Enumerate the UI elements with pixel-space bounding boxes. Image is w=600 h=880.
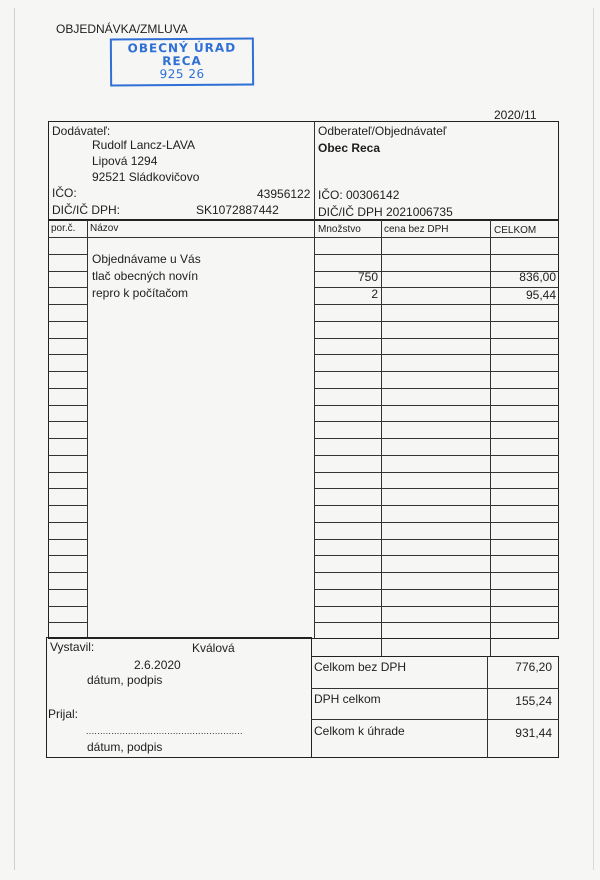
row-line-value-cols [314,405,559,406]
row-line-value-cols [314,388,559,389]
row-line-no-col [48,354,87,355]
row-line-no-col [48,338,87,339]
row-line-no-col [48,371,87,372]
row-line-no-col [48,455,87,456]
row-1-total: 836,00 [519,270,556,284]
row-line-no-col [48,522,87,523]
col-header-qty: Množstvo [318,224,361,235]
row-line-value-cols [314,338,559,339]
issued-box [46,637,312,758]
col-divider-name [314,220,315,639]
row-line-value-cols [314,522,559,523]
issued-date: 2.6.2020 [134,658,181,672]
row-line-no-col [48,488,87,489]
row-line-value-cols [314,438,559,439]
row-line-no-col [48,472,87,473]
col-header-price: cena bez DPH [384,224,449,235]
row-line-value-cols [314,472,559,473]
customer-name: Obec Reca [318,141,381,155]
row-1-qty: 750 [357,270,378,284]
row-line-no-col [48,622,87,623]
stamp-line-3: 925 26 [159,66,205,82]
row-line-no-col [48,555,87,556]
row-2-qty: 2 [371,287,378,301]
supplier-ico-label: IČO: [52,186,77,200]
supplier-name: Rudolf Lancz-LAVA [92,138,195,152]
row-line-value-cols [314,606,559,607]
supplier-ico: 43956122 [257,187,311,201]
supplier-city: 92521 Sládkovičovo [92,170,200,184]
supplier-dic: SK1072887442 [196,203,279,217]
supplier-label: Dodávateľ: [52,124,111,138]
row-line-value-cols [314,572,559,573]
supplier-dic-label: DIČ/IČ DPH: [52,203,121,217]
customer-dic: DIČ/IČ DPH 2021006735 [318,205,453,219]
row-line-no-col [48,539,87,540]
amount-due-label: Celkom k úhrade [314,724,405,738]
signature-dots: ........................................................ [86,726,243,736]
row-line-value-cols [314,354,559,355]
row-line-value-cols [314,555,559,556]
vat-total-label: DPH celkom [314,692,381,706]
vat-total: 155,24 [515,694,552,708]
totals-line-2 [311,719,559,720]
signature-label-2: dátum, podpis [87,740,163,754]
row-line-no-col [48,388,87,389]
row-line-no-col [48,505,87,506]
row-line-no-col [48,321,87,322]
stamp-line-1: OBECNÝ ÚRAD [127,40,237,56]
row-line-no-col [48,254,87,255]
customer-label: Odberateľ/Objednávateľ [318,124,447,138]
issued-by: Kválová [192,641,235,655]
total-without-vat-label: Celkom bez DPH [314,660,407,674]
row-line-no-col [48,606,87,607]
row-line-value-cols [314,488,559,489]
row-line-no-col [48,421,87,422]
parties-divider [314,121,315,220]
amount-due: 931,44 [515,726,552,740]
document-type: OBJEDNÁVKA/ZMLUVA [56,22,188,36]
row-line-no-col [48,589,87,590]
row-line-no-col [48,287,87,288]
received-label: Prijal: [48,707,79,721]
stamp-line-2: RECA [162,53,202,69]
totals-divider [487,656,488,758]
row-line-value-cols [314,539,559,540]
description-line-1: Objednávame u Vás [92,252,201,266]
row-line-value-cols [314,505,559,506]
row-line-value-cols [314,455,559,456]
row-line-no-col [48,271,87,272]
col-header-no: por.č. [51,223,76,234]
col-divider-no [87,220,88,639]
description-line-2: tlač obecných novín [92,269,199,283]
row-2-total: 95,44 [525,288,556,302]
header-row-line [48,237,559,238]
row-line-value-cols [314,622,559,623]
row-line-value-cols [314,254,559,255]
col-header-name: Názov [90,223,119,234]
row-line-no-col [48,405,87,406]
customer-ico: IČO: 00306142 [318,188,400,202]
total-without-vat: 776,20 [515,660,552,674]
row-line-value-cols [314,321,559,322]
row-line-value-cols [314,304,559,305]
row-line-value-cols [314,371,559,372]
description-line-3: repro k počítačom [92,286,189,300]
row-line-no-col [48,572,87,573]
office-stamp [110,37,254,86]
row-line-value-cols [314,589,559,590]
signature-label-1: dátum, podpis [87,673,163,687]
row-line-no-col [48,304,87,305]
col-header-total: CELKOM [494,225,537,236]
supplier-street: Lipová 1294 [92,154,158,168]
row-line-no-col [48,438,87,439]
totals-line-1 [311,688,559,689]
row-line-value-cols [314,421,559,422]
issued-label: Vystavil: [50,640,95,654]
order-number: 2020/11 [494,108,537,122]
